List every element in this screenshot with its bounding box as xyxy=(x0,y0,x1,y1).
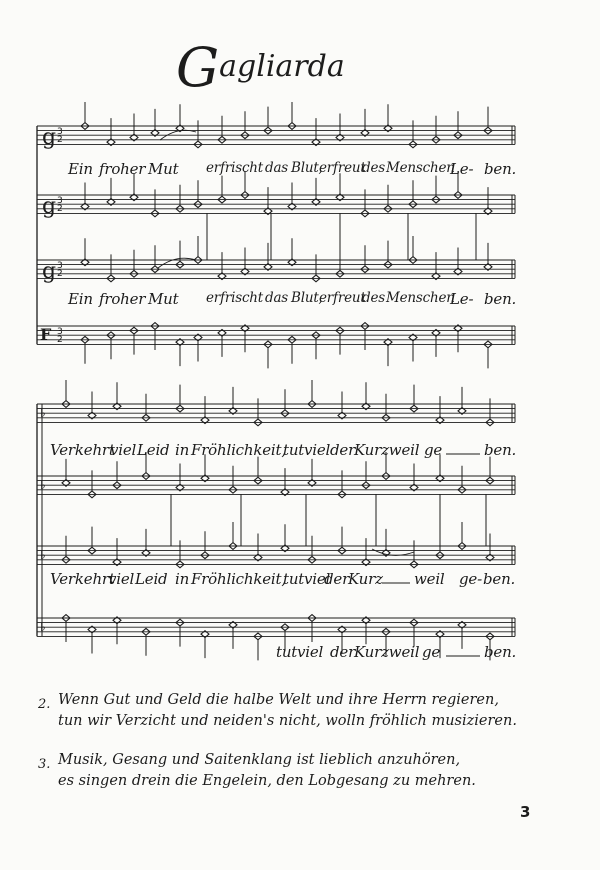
time-signature: 2 xyxy=(57,135,63,145)
lyric-word: viel xyxy=(297,643,324,661)
lyric-word: Leid xyxy=(135,570,168,588)
lyric-word: Le- xyxy=(450,160,474,178)
melisma-line xyxy=(382,581,412,585)
lyric-word: Kurz xyxy=(348,570,383,588)
lyric-word: froher xyxy=(99,160,146,178)
time-signature: 3 xyxy=(57,327,63,337)
lyric-word: ben. xyxy=(484,643,517,661)
lyric-word: ben. xyxy=(484,290,517,308)
lyric-word: Ein xyxy=(68,160,93,178)
lyric-word: weil xyxy=(414,570,445,588)
title-initial: G xyxy=(176,36,220,99)
lyric-word: viel xyxy=(304,441,331,459)
lyric-word: Ein xyxy=(68,290,93,308)
lyric-word: tut xyxy=(283,441,305,459)
treble-clef-icon: g xyxy=(42,194,57,219)
flat-icon: ♭ xyxy=(40,548,46,562)
lyric-word: Verkehrt xyxy=(50,441,115,459)
lyric-word: der xyxy=(324,570,350,588)
flat-icon: ♭ xyxy=(40,620,46,634)
lyric-word: erfreut xyxy=(319,290,366,306)
flat-icon: ♭ xyxy=(40,406,46,420)
lyric-word: Mut xyxy=(148,290,179,308)
lyric-word: erfrischt xyxy=(206,160,264,176)
verse-number: 2. xyxy=(38,697,51,712)
lyric-word: viel xyxy=(108,570,135,588)
melisma-line xyxy=(446,452,482,456)
verse-line: es singen drein die Engelein, den Lobgesang zu mehren. xyxy=(58,773,476,789)
lyric-word: Fröhlichkeit, xyxy=(191,570,286,588)
lyric-word: Kurzweil xyxy=(354,441,420,459)
verse-line: Wenn Gut und Geld die halbe Welt und ihre Herrn regieren, xyxy=(58,692,499,708)
lyric-word: das xyxy=(265,290,289,306)
lyric-word: in xyxy=(175,441,190,459)
time-signature: 2 xyxy=(57,335,63,345)
page-number: 3 xyxy=(520,803,531,821)
lyric-word: ben. xyxy=(484,441,517,459)
lyric-word: des xyxy=(362,290,385,306)
lyric-word: der xyxy=(330,643,356,661)
lyric-word: ge xyxy=(422,643,441,661)
treble-clef-icon: g xyxy=(42,125,57,150)
flat-icon: ♭ xyxy=(40,478,46,492)
time-signature: 3 xyxy=(57,196,63,206)
lyric-word: Menschen xyxy=(386,290,455,306)
lyric-word: Blut, xyxy=(291,160,323,176)
lyric-word: viel xyxy=(304,570,331,588)
lyric-word: froher xyxy=(99,290,146,308)
lyric-word: Fröhlichkeit, xyxy=(191,441,286,459)
lyric-word: ge xyxy=(424,441,443,459)
lyric-word: Verkehrt xyxy=(50,570,115,588)
time-signature: 3 xyxy=(57,127,63,137)
lyric-word: Leid xyxy=(137,441,170,459)
melisma-line xyxy=(446,654,482,658)
lyric-word: Mut xyxy=(148,160,179,178)
verse-line: tun wir Verzicht und neiden's nicht, wolln fröhlich musizieren. xyxy=(58,713,517,729)
lyric-word: ben. xyxy=(483,570,516,588)
verse-number: 3. xyxy=(38,757,51,772)
time-signature: 2 xyxy=(57,204,63,214)
lyric-word: tut xyxy=(276,643,298,661)
treble-clef-icon: g xyxy=(42,259,57,284)
lyric-word: Blut, xyxy=(291,290,323,306)
lyric-word: viel xyxy=(110,441,137,459)
lyric-word: des xyxy=(362,160,385,176)
lyric-word: tut xyxy=(283,570,305,588)
lyric-word: der xyxy=(330,441,356,459)
lyric-word: erfreut xyxy=(319,160,366,176)
time-signature: 3 xyxy=(57,261,63,271)
lyric-word: erfrischt xyxy=(206,290,264,306)
time-signature: 2 xyxy=(57,269,63,279)
lyric-word: ben. xyxy=(484,160,517,178)
lyric-word: ge- xyxy=(459,570,482,588)
lyric-word: in xyxy=(175,570,190,588)
lyric-word: Le- xyxy=(450,290,474,308)
title-rest: agliarda xyxy=(219,49,345,84)
bass-clef-icon: F xyxy=(40,325,52,344)
lyric-word: das xyxy=(265,160,289,176)
slur xyxy=(372,549,414,555)
lyric-word: Menschen xyxy=(386,160,455,176)
lyric-word: Kurzweil xyxy=(354,643,420,661)
verse-line: Musik, Gesang und Saitenklang ist lieblich anzuhören, xyxy=(58,752,461,768)
